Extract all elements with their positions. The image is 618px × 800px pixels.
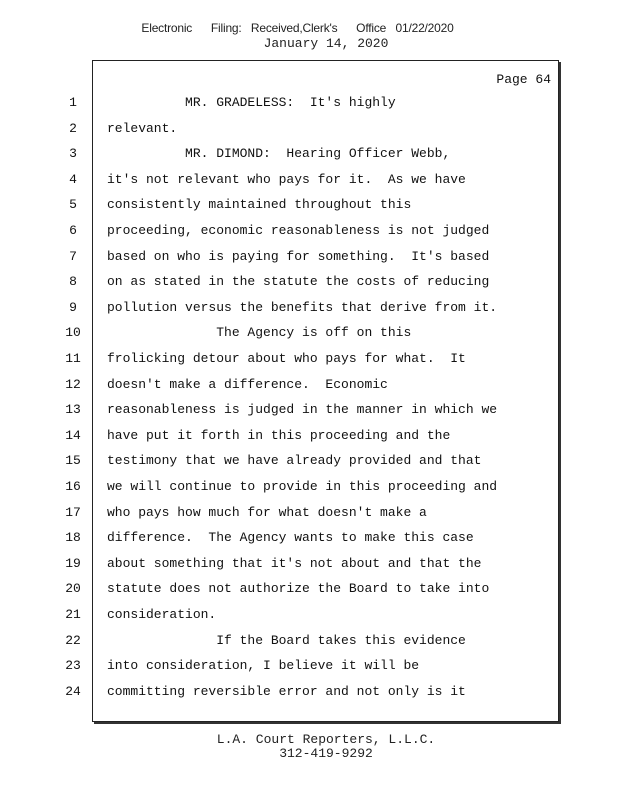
line-text: relevant. (107, 120, 178, 136)
line-number: 5 (69, 197, 77, 213)
line-text: proceeding, economic reasonableness is not judged (107, 223, 490, 238)
line-number: 21 (65, 607, 81, 622)
line-number: 14 (65, 427, 81, 443)
line-text: on as stated in the statute the costs of reducing (107, 274, 490, 290)
line-number: 6 (69, 223, 77, 238)
line-text: who pays how much for what doesn't make a (107, 504, 427, 520)
line-number: 24 (65, 683, 81, 699)
line-text: have put it forth in this proceeding and the (107, 427, 451, 443)
line-number: 11 (65, 351, 81, 366)
line-text: pollution versus the benefits that derive from it. (107, 299, 498, 315)
line-number: 3 (69, 146, 77, 162)
line-text: about something that it's not about and that the (107, 555, 482, 571)
line-text: consideration. (107, 607, 217, 622)
line-text: frolicking detour about who pays for what. It (107, 351, 466, 366)
line-text: testimony that we have already provided and that (107, 453, 482, 469)
page-number: Page 64 (496, 72, 551, 87)
line-number: 17 (65, 504, 81, 520)
line-text: it's not relevant who pays for it. As we have (107, 171, 466, 187)
line-text: MR. DIMOND: Hearing Officer Webb, (107, 146, 451, 162)
footer-company: L.A. Court Reporters, L.L.C. (216, 732, 436, 747)
line-number: 7 (69, 248, 77, 264)
line-number: 13 (65, 402, 81, 418)
line-number: 22 (65, 632, 81, 648)
line-number: 23 (65, 658, 81, 674)
line-number: 19 (65, 555, 81, 571)
line-number: 18 (65, 530, 81, 546)
line-text: committing reversible error and not only is it (107, 683, 466, 699)
line-text: based on who is paying for something. It's based (107, 248, 490, 264)
footer (0, 733, 618, 761)
line-number: 10 (65, 325, 81, 341)
line-text: statute does not authorize the Board to take into (107, 581, 490, 597)
line-text: doesn't make a difference. Economic (107, 376, 388, 392)
line-number: 8 (69, 274, 77, 290)
line-number: 15 (65, 453, 81, 469)
filing-stamp: Electronic Filing: Received,Clerk's Office 01/22/2020 (141, 21, 454, 35)
footer-phone: 312-419-9292 (279, 746, 373, 761)
line-text: we will continue to provide in this proceeding and (107, 479, 498, 494)
line-text: reasonableness is judged in the manner in which we (107, 402, 498, 418)
line-text: difference. The Agency wants to make this case (107, 530, 474, 546)
line-number: 9 (69, 299, 77, 315)
line-text: consistently maintained throughout this (107, 197, 412, 213)
line-number: 4 (69, 171, 77, 187)
line-text: MR. GRADELESS: It's highly (107, 95, 396, 110)
line-number: 12 (65, 376, 81, 392)
line-number: 16 (65, 479, 81, 494)
line-text: The Agency is off on this (107, 325, 412, 341)
line-text: If the Board takes this evidence (107, 632, 466, 648)
line-number: 20 (65, 581, 81, 597)
line-text: into consideration, I believe it will be (107, 658, 420, 674)
transcript-date: January 14, 2020 (263, 36, 389, 51)
line-number: 2 (69, 120, 77, 136)
line-number: 1 (69, 95, 77, 110)
